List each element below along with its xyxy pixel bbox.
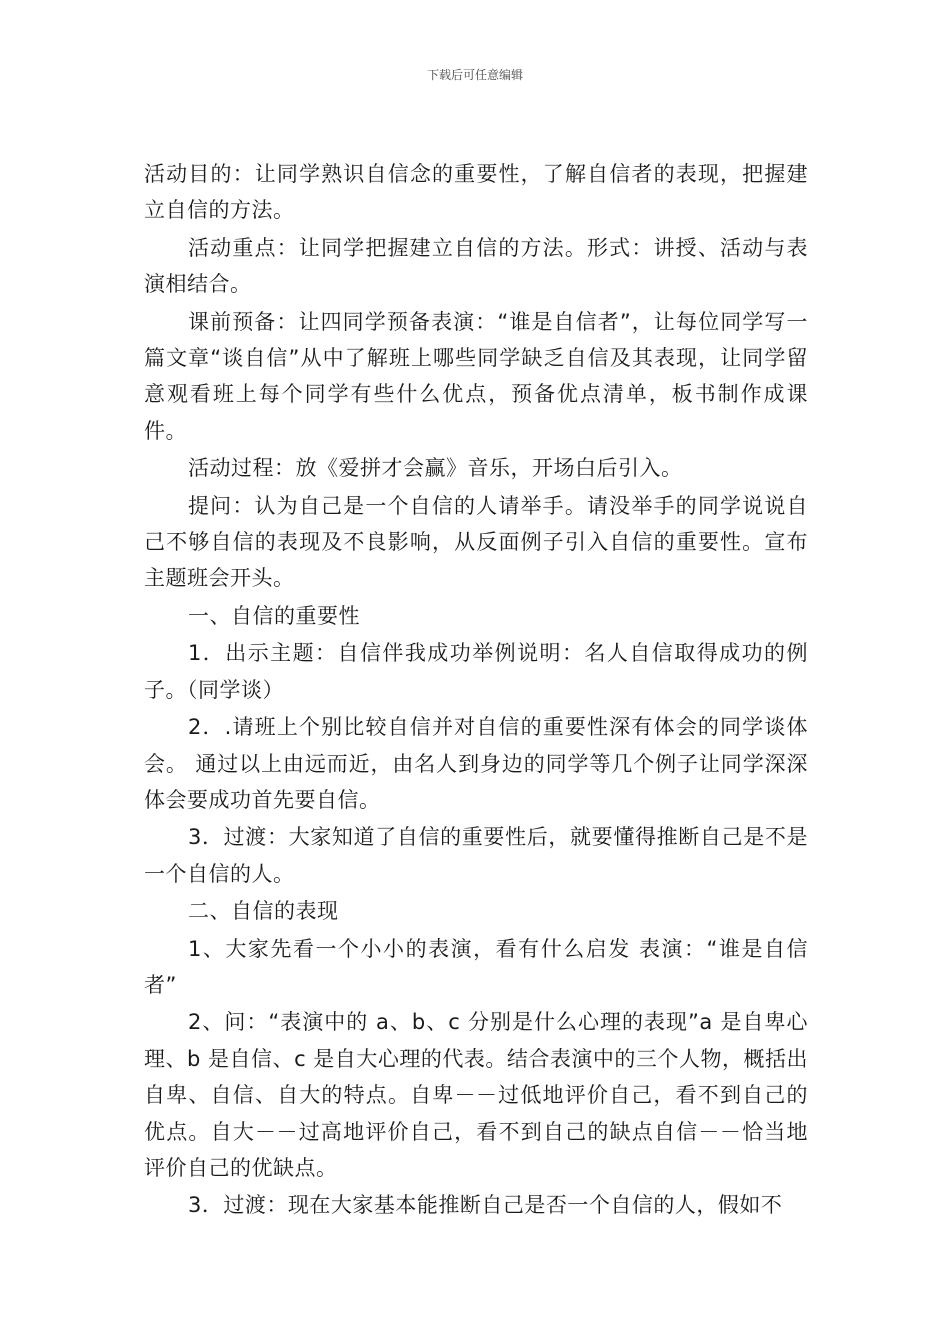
document-body xyxy=(144,156,808,1225)
paragraph: 3．过渡：大家知道了自信的重要性后，就要懂得推断自己是不是一个自信的人。 xyxy=(144,825,808,886)
paragraph: 3．过渡：现在大家基本能推断自己是否一个自信的人，假如不 xyxy=(188,1193,783,1218)
paragraph: 二、自信的表现 xyxy=(188,899,339,924)
paragraph: 1、大家先看一个小小的表演，看有什么启发 表演：“谁是自信者” xyxy=(144,936,808,997)
paragraph: 一、自信的重要性 xyxy=(188,603,360,628)
paragraph: 活动目的：让同学熟识自信念的重要性，了解自信者的表现，把握建立自信的方法。 xyxy=(144,162,808,223)
paragraph: 课前预备：让四同学预备表演：“谁是自信者”，让每位同学写一篇文章“谈自信”从中了解班上哪些同学缺乏自信及其表现，让同学留意观看班上每个同学有些什么优点，预备优点清单，板书制作成课件。 xyxy=(144,309,808,443)
paragraph: 活动重点：让同学把握建立自信的方法。形式：讲授、活动与表演相结合。 xyxy=(144,235,808,297)
page-header: 下载后可任意编辑 xyxy=(426,68,523,82)
paragraph: 2．.请班上个别比较自信并对自信的重要性深有体会的同学谈体会。 通过以上由远而近，由名人到身边的同学等几个例子让同学深深体会要成功首先要自信。 xyxy=(144,715,808,812)
paragraph: 2、问：“表演中的 a、b、c 分别是什么心理的表现”a 是自卑心理、b 是自信、c 是自大心理的代表。结合表演中的三个人物，概括出自卑、自信、自大的特点。自卑－－过低地评价自己，看不到自己的优点。自大－－过高地评价自己，看不到自己的缺点自信－－恰当地评价自己的优缺点。 xyxy=(144,1010,808,1180)
paragraph: 活动过程：放《爱拼才会赢》音乐，开场白后引入。 xyxy=(188,456,683,481)
paragraph: 提问：认为自己是一个自信的人请举手。请没举手的同学说说自己不够自信的表现及不良影响，从反面例子引入自信的重要性。宣布主题班会开头。 xyxy=(144,493,808,591)
paragraph: 1．出示主题：自信伴我成功举例说明：名人自信取得成功的例子。（同学谈） xyxy=(144,641,808,702)
